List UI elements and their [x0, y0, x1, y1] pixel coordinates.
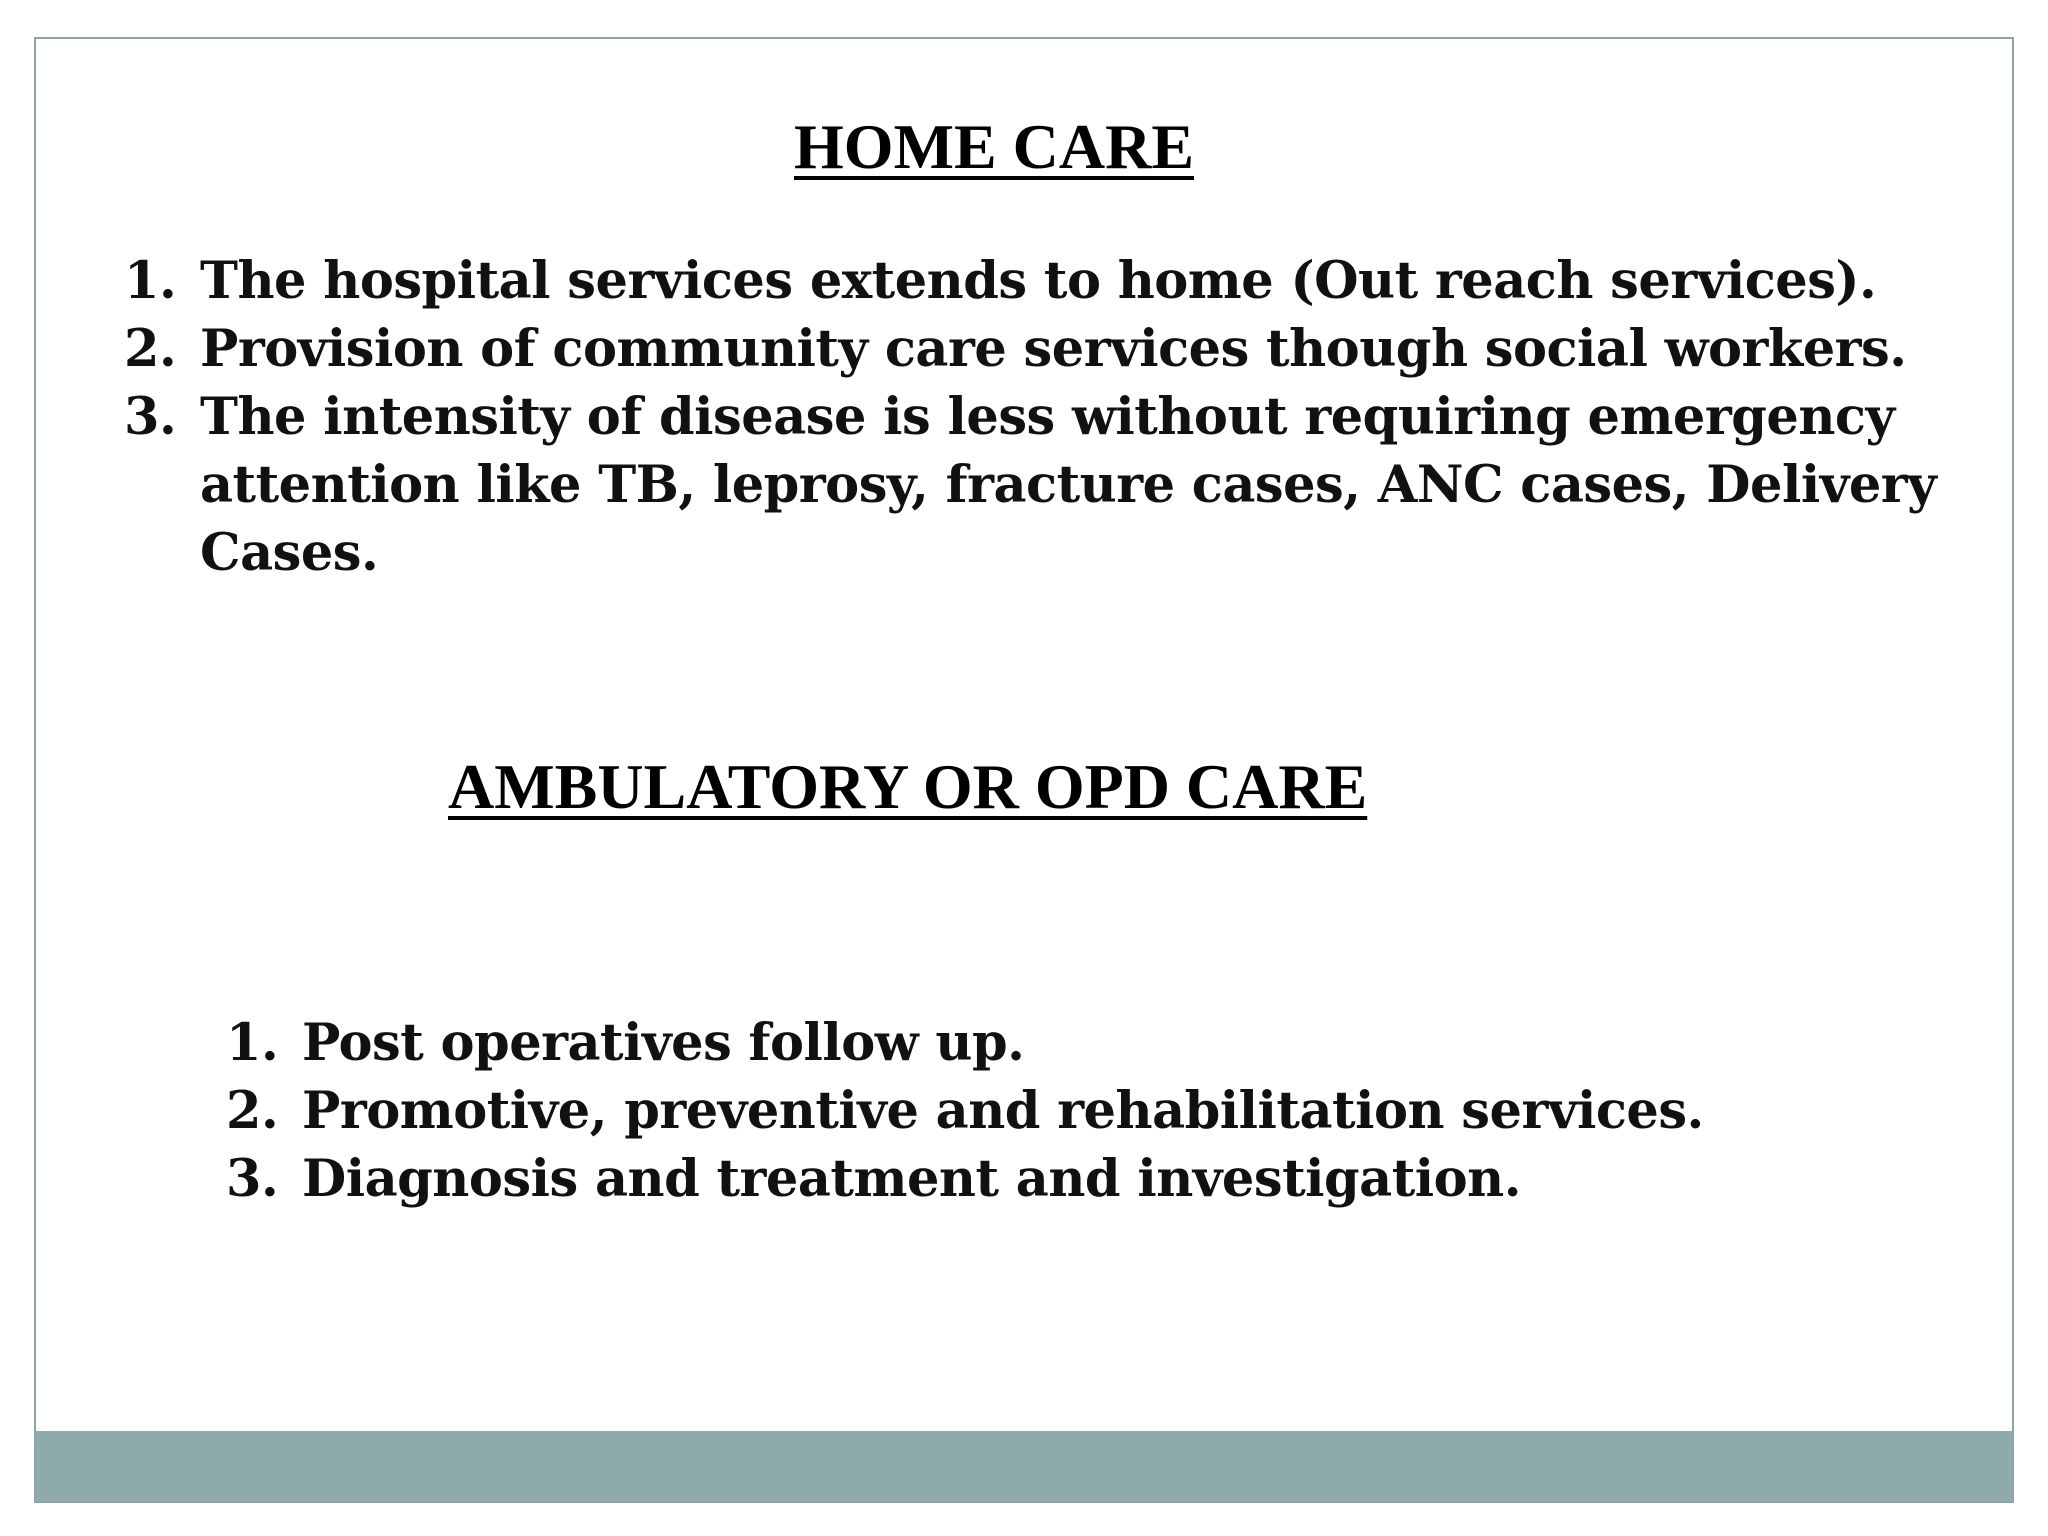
list-item	[124, 315, 2004, 383]
list-item	[226, 1077, 1926, 1145]
ambulatory-care-heading: AMBULATORY OR OPD CARE	[448, 751, 1368, 822]
ambulatory-care-list	[226, 1009, 1926, 1213]
list-item-text: The intensity of disease is less without requiring emergency attention like TB, leprosy, fracture cases, ANC cases, Delivery Cases.	[200, 387, 1937, 583]
list-item-text: Provision of community care services though social workers.	[200, 319, 1907, 379]
list-item	[124, 247, 2004, 315]
list-item-text: Promotive, preventive and rehabilitation services.	[302, 1081, 1704, 1141]
list-item-text: Post operatives follow up.	[302, 1013, 1025, 1073]
slide	[34, 37, 2014, 1503]
home-care-heading: HOME CARE	[794, 111, 1194, 182]
home-care-list	[124, 247, 2004, 587]
list-item-number: 1.	[124, 251, 177, 311]
list-item-number: 3.	[226, 1149, 279, 1209]
list-item	[124, 383, 2004, 587]
list-item	[226, 1009, 1926, 1077]
list-item-number: 3.	[124, 387, 177, 447]
list-item-number: 1.	[226, 1013, 279, 1073]
list-item-number: 2.	[226, 1081, 279, 1141]
list-item-text: Diagnosis and treatment and investigation.	[302, 1149, 1521, 1209]
list-item	[226, 1145, 1926, 1213]
footer-bar	[36, 1431, 2012, 1501]
list-item-number: 2.	[124, 319, 177, 379]
list-item-text: The hospital services extends to home (Out reach services).	[200, 251, 1877, 311]
